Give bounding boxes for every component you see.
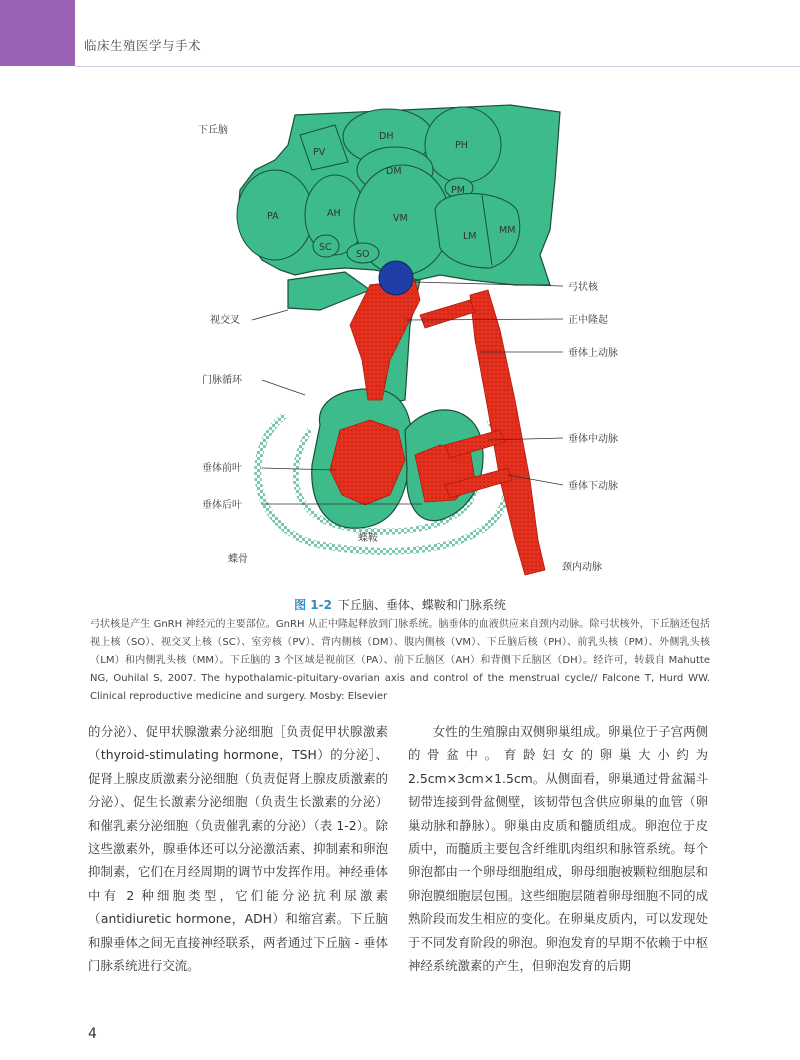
label-inferior-hyp-artery: 垂体下动脉: [568, 481, 618, 492]
nucleus-label-ph: PH: [455, 140, 468, 151]
nucleus-label-mm: MM: [499, 225, 516, 236]
body-text-left-column: 的分泌）、促甲状腺激素分泌细胞［负责促甲状腺激素（thyroid-stimulating hormone，TSH）的分泌］、促肾上腺皮质激素分泌细胞（负责促肾上腺皮质激素的分泌）、促生长激素分泌细胞（负责生长激素的分泌）和催乳素分泌细胞（负责催乳素的分泌）（表 1-2）。除这些激素外，腺垂体还可以分泌激活素、抑制素和卵泡抑制素，它们在月经周期的调节中发挥作用。神经垂体中有 2 种细胞类型，它们能分泌抗利尿激素（antidiuretic hormone，ADH）和缩宫素。下丘脑和腺垂体之间无直接神经联系，两者通过下丘脑 - 垂体门脉系统进行交流。: [88, 724, 388, 974]
body-text-right-column: 女性的生殖腺由双侧卵巢组成。卵巢位于子宫两侧的骨盆中。育龄妇女的卵巢大小约为 2.5cm×3cm×1.5cm。从侧面看，卵巢通过骨盆漏斗韧带连接到骨盆侧壁，该韧带包含供应卵巢的血管（卵巢动脉和静脉）。卵巢由皮质和髓质组成。卵泡位于皮质中，而髓质主要包含纤维肌肉组织和脉管系统。每个卵泡都由一个卵母细胞组成，卵母细胞被颗粒细胞层和卵泡膜细胞层包围。这些细胞层随着卵母细胞不同的成熟阶段而发生相应的变化。在卵巢皮质内，可以发现处于不同发育阶段的卵泡。卵泡发育的早期不依赖于中枢神经系统激素的产生，但卵泡发育的后期: [408, 724, 708, 974]
nucleus-label-vm: VM: [393, 213, 408, 224]
nucleus-label-pv: PV: [313, 147, 326, 158]
label-median-eminence: 正中隆起: [568, 315, 608, 326]
nucleus-label-so: SO: [356, 249, 370, 260]
figure-caption-body: 弓状核是产生 GnRH 神经元的主要部位。GnRH 从正中隆起释放到门脉系统。脑垂体的血液供应来自颈内动脉。除弓状核外，下丘脑还包括视上核（SO）、视交叉上核（SC）、室旁核（PV）、背内侧核（DM）、腹内侧核（VM）、下丘脑后核（PH）、前乳头核（PM）、外侧乳头核（LM）和内侧乳头核（MM）。下丘脑的 3 个区域是视前区（PA）、前下丘脑区（AH）和背侧下丘脑区（DH）。经许可，转载自 Mahutte NG, Ouhilal S, 2007. The hypothalamic-pituitary-ovarian axis and control of the menstrual cycle// Falcone T, Hurd WW. Clinical reproductive medicine and surgery. Mosby: Elsevier: [90, 619, 710, 702]
label-hypothalamus: 下丘脑: [198, 125, 228, 136]
nucleus-label-pm: PM: [451, 185, 465, 196]
label-carotid: 颈内动脉: [562, 562, 602, 573]
nucleus-label-sc: SC: [319, 242, 332, 253]
label-posterior-pituitary: 垂体后叶: [202, 500, 242, 511]
header-divider: [75, 66, 800, 67]
label-sphenoid: 蝶骨: [228, 554, 248, 565]
running-header: 临床生殖医学与手术: [84, 38, 202, 53]
label-anterior-pituitary: 垂体前叶: [202, 463, 242, 474]
nucleus-label-lm: LM: [463, 231, 477, 242]
arcuate-nucleus: [379, 261, 413, 295]
nucleus-label-pa: PA: [267, 211, 279, 222]
hypothalamus-pituitary-diagram: [170, 100, 640, 590]
optic-chiasm: [288, 272, 370, 310]
label-portal: 门脉循环: [202, 375, 242, 386]
nucleus-label-dh: DH: [379, 131, 394, 142]
nucleus-label-dm: DM: [386, 166, 402, 177]
figure-caption-title: [0, 596, 800, 613]
label-optic-chiasm: 视交叉: [210, 315, 240, 326]
label-arcuate: 弓状核: [568, 282, 598, 293]
chapter-color-tab: [0, 0, 75, 66]
figure-number: 图 1-2: [294, 598, 332, 612]
figure-title: 下丘脑、垂体、蝶鞍和门脉系统: [337, 598, 506, 612]
nucleus-label-ah: AH: [327, 208, 341, 219]
label-middle-hyp-artery: 垂体中动脉: [568, 434, 618, 445]
page-number: 4: [88, 1026, 97, 1042]
label-sella: 蝶鞍: [358, 533, 378, 544]
superior-hyp-artery-branch: [420, 300, 475, 328]
label-superior-hyp-artery: 垂体上动脉: [568, 348, 618, 359]
